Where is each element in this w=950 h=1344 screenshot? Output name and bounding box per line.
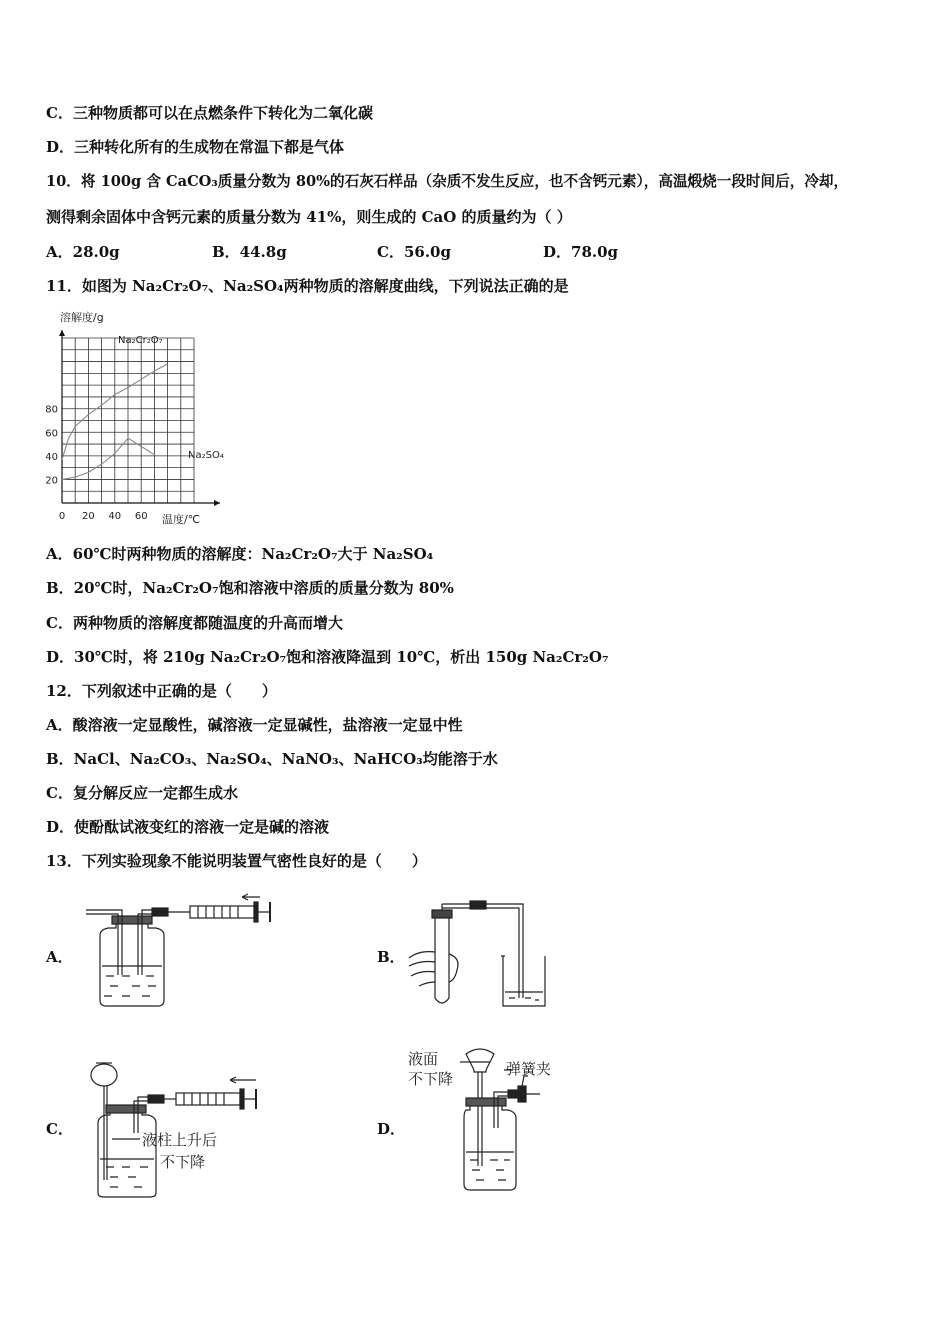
q13-stem: 13．下列实验现象不能说明装置气密性良好的是（ ） [46,852,427,870]
q11-option-d: D．30℃时，将 210g Na₂Cr₂O₇饱和溶液降温到 10℃，析出 150g Na₂Cr₂O₇ [46,648,609,666]
q11-option-a: A．60℃时两种物质的溶解度：Na₂Cr₂O₇大于 Na₂SO₄ [46,545,434,563]
q13-label-d: D． [377,1120,406,1138]
c-note-line1: 液柱上升后 [142,1131,218,1149]
series-label-na2cr2o7: Na₂Cr₂O₇ [118,335,163,346]
q12-stem: 12．下列叙述中正确的是（ ） [46,682,277,700]
x-tick-label: 20 [82,511,95,522]
q11-option-c: C．两种物质的溶解度都随温度的升高而增大 [46,614,343,632]
q12-option-d: D．使酚酞试液变红的溶液一定是碱的溶液 [46,818,330,836]
d-note-line1: 液面 [408,1050,439,1068]
q12-option-a: A．酸溶液一定显酸性，碱溶液一定显碱性，盐溶液一定显中性 [46,716,463,734]
q10-option-d: D．78.0g [543,243,619,261]
y-tick-label: 80 [45,404,58,416]
y-tick-label: 40 [45,451,58,463]
q9-option-c: C．三种物质都可以在点燃条件下转化为二氧化碳 [46,104,373,122]
q13-label-c: C． [46,1120,73,1138]
q11-stem: 11．如图为 Na₂Cr₂O₇、Na₂SO₄两种物质的溶解度曲线，下列说法正确的是 [46,277,569,295]
series-label-na2so4: Na₂SO₄ [188,450,224,461]
x-axis-label: 温度/℃ [162,513,201,526]
x-axis-arrow [214,500,220,506]
q10-option-a: A．28.0g [46,243,120,261]
apparatus-a-illustration [82,890,282,1015]
x-tick-label: 0 [58,511,66,522]
q13-label-b: B． [377,948,405,966]
apparatus-b-illustration [405,898,565,1013]
apparatus-c-illustration [80,1055,280,1205]
x-tick-label: 60 [134,511,148,522]
d-note-line2: 不下降 [408,1070,454,1088]
q10-stem-line2: 测得剩余固体中含钙元素的质量分数为 41%，则生成的 CaO 的质量约为（ ） [46,208,572,226]
q10-option-b: B．44.8g [212,243,287,261]
y-axis-label: 溶解度/g [60,311,104,324]
q9-option-d: D．三种转化所有的生成物在常温下都是气体 [46,138,345,156]
y-tick-label: 20 [45,475,58,487]
x-tick-label: 40 [108,511,122,522]
q10-option-c: C．56.0g [377,243,451,261]
q10-stem-line1: 10．将 100g 含 CaCO₃质量分数为 80%的石灰石样品（杂质不发生反应，也不含钙元素），高温煅烧一段时间后，冷却， [46,173,849,190]
y-axis-arrow [59,330,65,336]
y-tick-label: 60 [45,428,58,440]
solubility-chart [40,305,240,530]
q12-option-b: B．NaCl、Na₂CO₃、Na₂SO₄、NaNO₃、NaHCO₃均能溶于水 [46,750,498,768]
d-note-line3: 弹簧夹 [506,1060,552,1078]
c-note-line2: 不下降 [160,1153,206,1171]
q13-label-a: A． [46,948,73,966]
q11-option-b: B．20℃时，Na₂Cr₂O₇饱和溶液中溶质的质量分数为 80% [46,579,454,597]
q12-option-c: C．复分解反应一定都生成水 [46,784,238,802]
apparatus-d-illustration [400,1048,575,1198]
